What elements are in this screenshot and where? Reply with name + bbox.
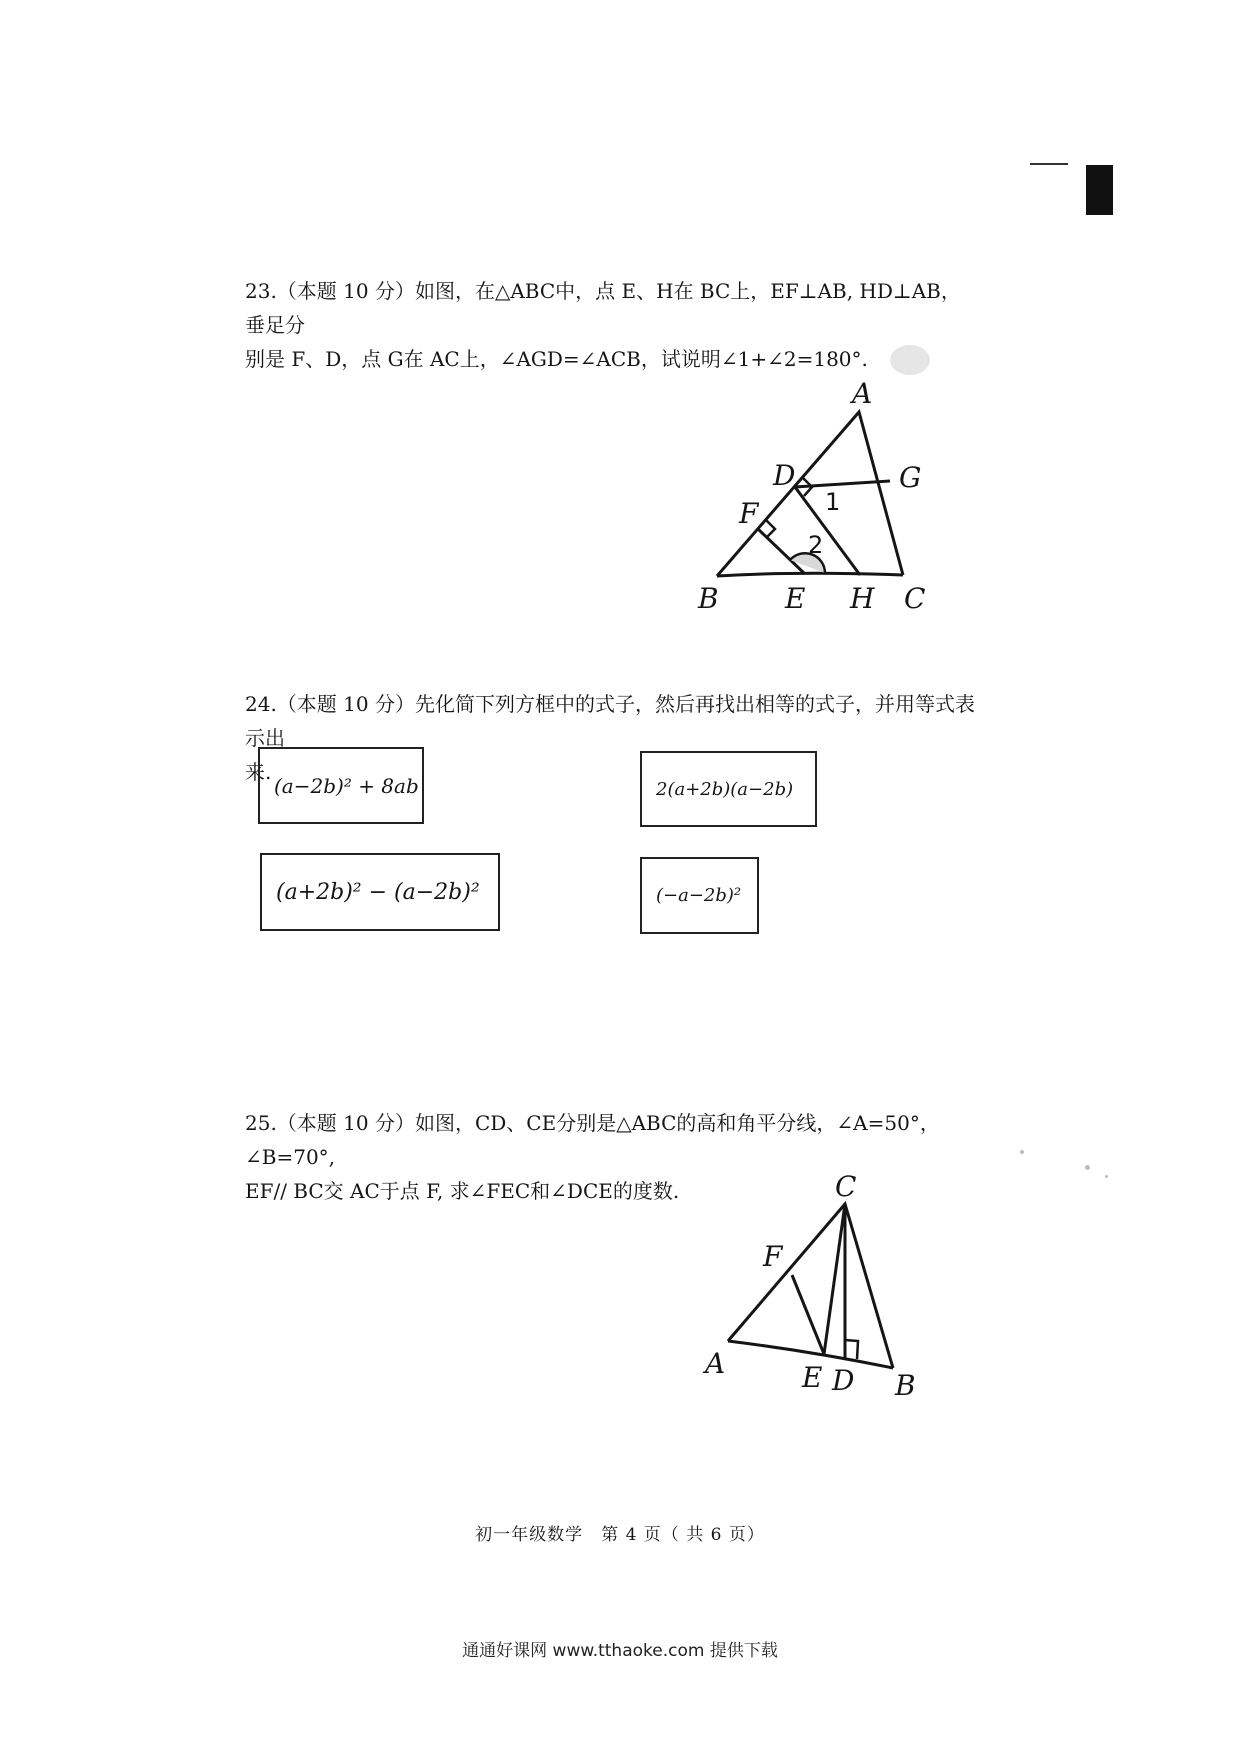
page-edge-dash xyxy=(1030,163,1068,165)
label-b-25: B xyxy=(895,1369,916,1402)
label-a-25: A xyxy=(705,1347,726,1380)
label-c-25: C xyxy=(835,1170,857,1203)
figure-23-triangle xyxy=(690,375,960,620)
label-a: A xyxy=(852,377,873,410)
segment-ef xyxy=(792,1275,824,1354)
question-23-line-1: 23.（本题 10 分）如图，在△ABC中，点 E、H在 BC上，EF⊥AB, HD⊥AB，垂足分 xyxy=(245,279,961,337)
label-g: G xyxy=(899,461,922,494)
label-b: B xyxy=(698,582,719,615)
label-angle-2: 2 xyxy=(808,531,824,559)
formula-box-2: 2(a+2b)(a−2b) xyxy=(640,751,817,827)
label-f: F xyxy=(739,497,759,530)
figure-25-triangle xyxy=(700,1170,940,1415)
right-angle-mark-d-25 xyxy=(845,1340,858,1359)
label-c: C xyxy=(904,582,926,615)
scan-noise xyxy=(1085,1165,1090,1170)
page-alignment-mark xyxy=(1086,165,1113,215)
question-24-line-2: 来. xyxy=(245,760,272,784)
label-angle-1: 1 xyxy=(825,488,841,516)
label-h: H xyxy=(850,582,875,615)
scan-noise xyxy=(890,345,930,375)
label-e: E xyxy=(785,582,806,615)
label-f-25: F xyxy=(763,1240,783,1273)
scan-noise xyxy=(1105,1175,1108,1178)
formula-box-3: (a+2b)² − (a−2b)² xyxy=(260,853,500,931)
page-footer: 初一年级数学 第 4 页（ 共 6 页） xyxy=(475,1525,765,1545)
label-d: D xyxy=(773,459,796,492)
question-25-line-1: 25.（本题 10 分）如图，CD、CE分别是△ABC的高和角平分线，∠A=50°，∠B=70°, xyxy=(245,1111,940,1169)
right-angle-mark-f xyxy=(766,520,775,537)
segment-fe xyxy=(758,529,805,574)
scan-noise xyxy=(1020,1150,1024,1154)
question-24-line-1: 24.（本题 10 分）先化简下列方框中的式子，然后再找出相等的式子，并用等式表示出 xyxy=(245,692,975,750)
segment-bc xyxy=(717,573,903,576)
question-25-line-2: EF// BC交 AC于点 F, 求∠FEC和∠DCE的度数. xyxy=(245,1179,680,1203)
question-23 xyxy=(245,274,975,376)
watermark-text: 通通好课网 www.tthaoke.com 提供下载 xyxy=(462,1641,778,1661)
formula-box-1: (a−2b)² + 8ab xyxy=(258,747,424,824)
label-e-25: E xyxy=(802,1361,823,1394)
formula-box-4: (−a−2b)² xyxy=(640,857,759,934)
label-d-25: D xyxy=(832,1364,855,1397)
question-23-line-2: 别是 F、D，点 G在 AC上，∠AGD=∠ACB，试说明∠1+∠2=180°. xyxy=(245,347,868,371)
